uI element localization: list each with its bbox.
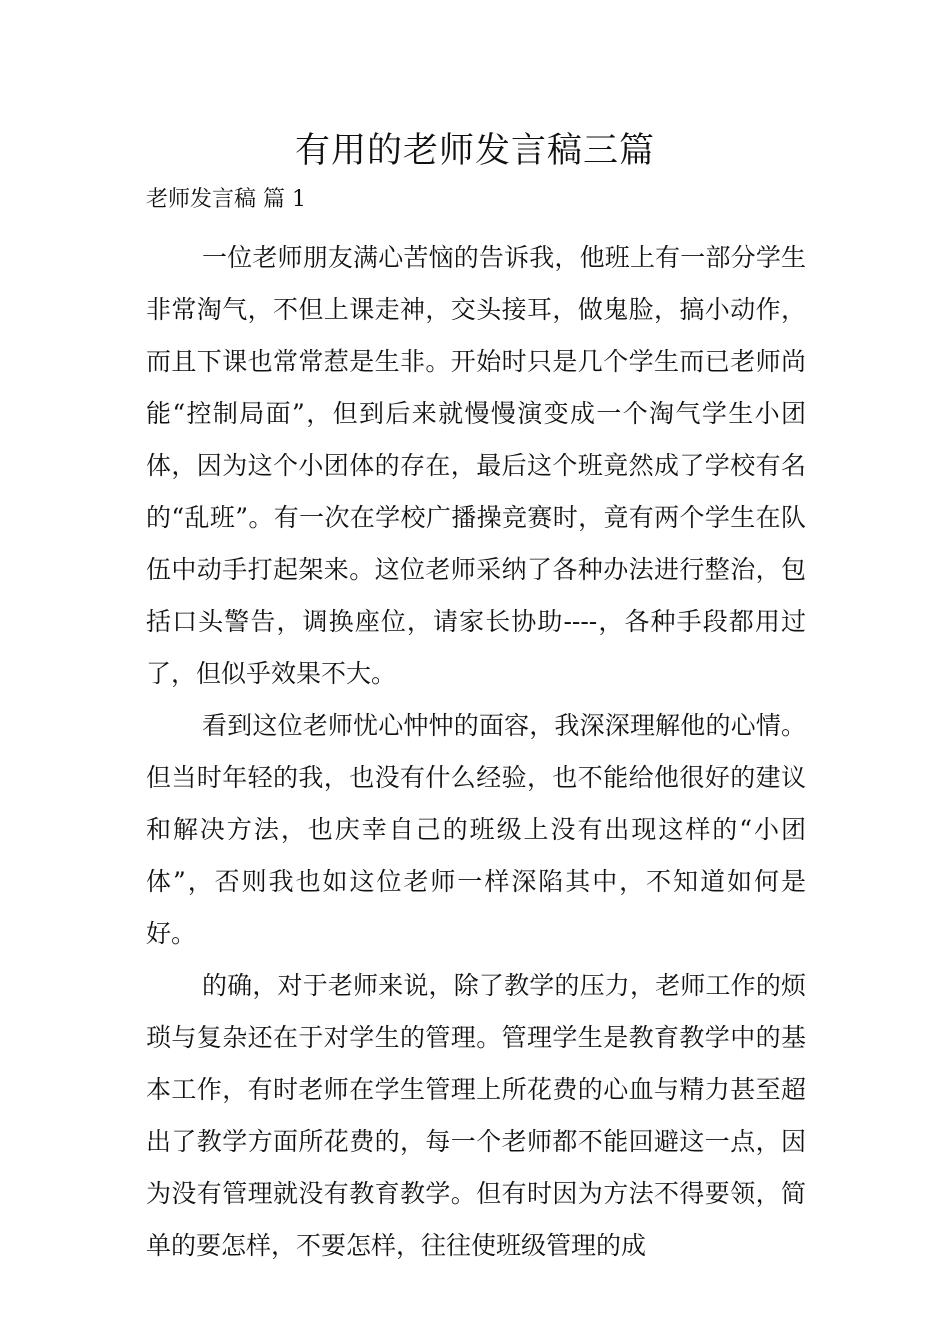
section-heading: 老师发言稿 篇 1 bbox=[146, 187, 306, 212]
paragraph-2: 看到这位老师忧心忡忡的面容，我深深理解他的心情。但当时年轻的我，也没有什么经验，也不能给他很好的建议和解决方法，也庆幸自己的班级上没有出现这样的“小团体”，否则我也如这位老师一样深陷其中，不知道如何是好。 bbox=[146, 711, 806, 948]
paragraph-1: 一位老师朋友满心苦恼的告诉我，他班上有一部分学生非常淘气，不但上课走神，交头接耳，做鬼脸，搞小动作，而且下课也常常惹是生非。开始时只是几个学生而已老师尚能“控制局面”，但到后来就慢慢演变成一个淘气学生小团体，因为这个小团体的存在，最后这个班竟然成了学校有名的“乱班”。有一次在学校广播操竞赛时，竟有两个学生在队伍中动手打起架来。这位老师采纳了各种办法进行整治，包括口头警告，调换座位，请家长协助----，各种手段都用过了，但似乎效果不大。 bbox=[146, 243, 806, 688]
document-body bbox=[146, 232, 806, 1272]
document-title: 有用的老师发言稿三篇 bbox=[294, 131, 655, 171]
paragraph-3: 的确，对于老师来说，除了教学的压力，老师工作的烦琐与复杂还在于对学生的管理。管理学生是教育教学中的基本工作，有时老师在学生管理上所花费的心血与精力甚至超出了教学方面所花费的，每一个老师都不能回避这一点，因为没有管理就没有教育教学。但有时因为方法不得要领，简单的要怎样，不要怎样，往往使班级管理的成 bbox=[146, 971, 806, 1260]
